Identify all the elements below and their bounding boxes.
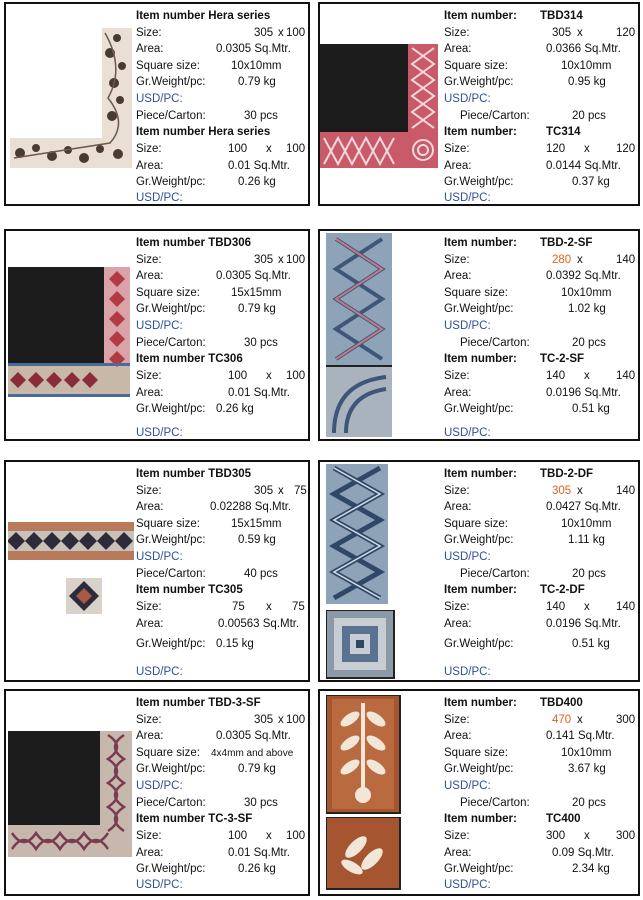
square-size-value: 10x10mm	[561, 747, 612, 759]
item-title: Item number:	[444, 10, 517, 22]
size-label: Size:	[136, 370, 162, 382]
tc400-mosaic-image	[326, 817, 402, 891]
usd-per-pc-label: USD/PC:	[444, 780, 491, 792]
carton-label: Piece/Carton:	[136, 337, 206, 349]
size-label: Size:	[444, 601, 470, 613]
area-label: Area:	[444, 618, 472, 630]
size-width: 305	[254, 714, 274, 726]
weight-value: 0.79 kg	[238, 763, 276, 775]
size-height: 140	[616, 254, 636, 266]
area-value: 0.0144 Sq.Mtr.	[546, 160, 621, 172]
usd-per-pc-label: USD/PC:	[136, 780, 183, 792]
carton-label: Piece/Carton:	[136, 797, 206, 809]
tbd314-mosaic-image	[320, 44, 440, 170]
weight-value: 0.26 kg	[238, 863, 276, 875]
weight-value: 0.26 kg	[216, 403, 254, 415]
usd-per-pc-label: USD/PC:	[444, 666, 491, 678]
size-width: 305	[552, 27, 572, 39]
size-label: Size:	[136, 830, 162, 842]
size-label: Size:	[444, 143, 470, 155]
item-code: TBD-2-SF	[540, 237, 593, 249]
weight-label: Gr.Weight/pc:	[136, 638, 206, 650]
panel-tbd306	[4, 229, 310, 441]
item-code: TC-2-SF	[540, 353, 585, 365]
size-x: x	[577, 254, 583, 266]
tbd305-mosaic-image	[8, 522, 136, 562]
size-label: Size:	[136, 27, 162, 39]
size-height: 120	[616, 143, 636, 155]
size-height: 100	[286, 254, 306, 266]
usd-per-pc-label: USD/PC:	[444, 427, 491, 439]
size-label: Size:	[444, 370, 470, 382]
size-label: Size:	[444, 254, 470, 266]
weight-value: 0.37 kg	[572, 176, 610, 188]
area-label: Area:	[136, 270, 164, 282]
size-label: Size:	[136, 485, 162, 497]
weight-label: Gr.Weight/pc:	[444, 303, 514, 315]
area-label: Area:	[136, 501, 164, 513]
size-label: Size:	[444, 485, 470, 497]
size-x: x	[266, 830, 272, 842]
area-label: Area:	[444, 501, 472, 513]
size-width: 140	[546, 370, 566, 382]
weight-label: Gr.Weight/pc:	[136, 76, 206, 88]
area-value: 0.0305 Sq.Mtr.	[216, 730, 291, 742]
usd-per-pc-label: USD/PC:	[444, 879, 491, 891]
size-x: x	[584, 601, 590, 613]
size-width: 305	[254, 254, 274, 266]
area-label: Area:	[136, 730, 164, 742]
area-value: 0.00563 Sq.Mtr.	[218, 618, 300, 630]
size-width: 75	[232, 601, 245, 613]
size-height: 140	[616, 601, 636, 613]
carton-label: Piece/Carton:	[460, 337, 530, 349]
usd-per-pc-label: USD/PC:	[444, 551, 491, 563]
area-value: 0.01 Sq.Mtr.	[228, 160, 291, 172]
carton-value: 20 pcs	[572, 568, 606, 580]
area-label: Area:	[444, 270, 472, 282]
item-title: Item number TC306	[136, 353, 243, 365]
item-title: Item number:	[444, 237, 517, 249]
area-value: 0.0305 Sq.Mtr.	[216, 270, 291, 282]
item-title: Item number:	[444, 126, 517, 138]
square-size-label: Square size:	[444, 60, 508, 72]
size-height: 100	[286, 143, 306, 155]
weight-value: 0.15 kg	[216, 638, 254, 650]
item-title: Item number TBD306	[136, 237, 252, 249]
item-title: Item number Hera series	[136, 10, 271, 22]
size-width: 100	[228, 143, 248, 155]
item-title: Item number TC-3-SF	[136, 813, 253, 825]
size-height: 75	[294, 485, 307, 497]
square-size-label: Square size:	[136, 518, 200, 530]
size-x: x	[577, 485, 583, 497]
item-code: TC-2-DF	[540, 584, 585, 596]
area-value: 0.0427 Sq.Mtr.	[546, 501, 621, 513]
weight-label: Gr.Weight/pc:	[136, 176, 206, 188]
item-code: TBD-2-DF	[540, 468, 594, 480]
size-height: 100	[286, 370, 306, 382]
area-label: Area:	[136, 160, 164, 172]
item-title: Item number TBD-3-SF	[136, 697, 261, 709]
size-width: 305	[254, 485, 274, 497]
tbd-2-df-mosaic-image	[326, 464, 390, 606]
area-value: 0.0196 Sq.Mtr.	[546, 387, 621, 399]
weight-label: Gr.Weight/pc:	[444, 863, 514, 875]
panel-tbd-2-df	[318, 460, 640, 682]
carton-value: 40 pcs	[244, 568, 278, 580]
size-label: Size:	[444, 714, 470, 726]
tbd-2-sf-mosaic-image	[326, 233, 394, 439]
area-value: 0.01 Sq.Mtr.	[228, 847, 291, 859]
square-size-label: Square size:	[444, 287, 508, 299]
size-width: 280	[552, 254, 572, 266]
carton-label: Piece/Carton:	[460, 110, 530, 122]
square-size-label: Square size:	[444, 747, 508, 759]
size-height: 300	[616, 830, 636, 842]
tc305-mosaic-image	[66, 578, 104, 616]
size-label: Size:	[444, 830, 470, 842]
tc-2-df-mosaic-image	[326, 610, 396, 680]
size-height: 140	[616, 485, 636, 497]
weight-value: 0.51 kg	[572, 638, 610, 650]
area-value: 0.0392 Sq.Mtr.	[546, 270, 621, 282]
area-value: 0.0305 Sq.Mtr.	[216, 43, 291, 55]
weight-value: 0.95 kg	[568, 76, 606, 88]
size-height: 140	[616, 370, 636, 382]
size-width: 100	[228, 370, 248, 382]
size-label: Size:	[136, 254, 162, 266]
size-height: 100	[286, 27, 306, 39]
item-code: TC314	[546, 126, 581, 138]
weight-value: 0.51 kg	[572, 403, 610, 415]
weight-label: Gr.Weight/pc:	[136, 534, 206, 546]
usd-per-pc-label: USD/PC:	[444, 192, 491, 204]
weight-value: 3.67 kg	[568, 763, 606, 775]
size-x: x	[584, 143, 590, 155]
panel-hera-series	[4, 2, 310, 206]
weight-label: Gr.Weight/pc:	[444, 534, 514, 546]
size-label: Size:	[136, 143, 162, 155]
square-size-value: 10x10mm	[231, 60, 282, 72]
usd-per-pc-label: USD/PC:	[444, 93, 491, 105]
size-width: 300	[546, 830, 566, 842]
usd-per-pc-label: USD/PC:	[136, 551, 183, 563]
usd-per-pc-label: USD/PC:	[444, 320, 491, 332]
usd-per-pc-label: USD/PC:	[136, 879, 183, 891]
usd-per-pc-label: USD/PC:	[136, 427, 183, 439]
weight-label: Gr.Weight/pc:	[444, 403, 514, 415]
size-x: x	[266, 143, 272, 155]
carton-label: Piece/Carton:	[460, 797, 530, 809]
item-title: Item number TBD305	[136, 468, 252, 480]
size-x: x	[584, 370, 590, 382]
area-label: Area:	[136, 387, 164, 399]
square-size-value: 4x4mm and above	[211, 748, 294, 759]
square-size-label: Square size:	[136, 287, 200, 299]
weight-value: 0.59 kg	[238, 534, 276, 546]
carton-value: 30 pcs	[244, 797, 278, 809]
size-width: 305	[254, 27, 274, 39]
weight-label: Gr.Weight/pc:	[136, 863, 206, 875]
carton-value: 20 pcs	[572, 110, 606, 122]
carton-label: Piece/Carton:	[136, 568, 206, 580]
weight-value: 2.34 kg	[572, 863, 610, 875]
size-width: 305	[552, 485, 572, 497]
square-size-label: Square size:	[444, 518, 508, 530]
square-size-value: 10x10mm	[561, 518, 612, 530]
size-x: x	[278, 714, 284, 726]
size-x: x	[266, 601, 272, 613]
area-label: Area:	[444, 730, 472, 742]
size-height: 100	[286, 714, 306, 726]
weight-label: Gr.Weight/pc:	[444, 763, 514, 775]
size-height: 100	[286, 830, 306, 842]
size-height: 120	[616, 27, 636, 39]
carton-label: Piece/Carton:	[460, 568, 530, 580]
square-size-label: Square size:	[136, 60, 200, 72]
carton-value: 30 pcs	[244, 110, 278, 122]
carton-value: 20 pcs	[572, 337, 606, 349]
usd-per-pc-label: USD/PC:	[136, 93, 183, 105]
weight-value: 0.79 kg	[238, 303, 276, 315]
carton-label: Piece/Carton:	[136, 110, 206, 122]
size-x: x	[278, 27, 284, 39]
carton-value: 20 pcs	[572, 797, 606, 809]
area-label: Area:	[136, 618, 164, 630]
square-size-value: 15x15mm	[231, 287, 282, 299]
weight-label: Gr.Weight/pc:	[136, 303, 206, 315]
weight-value: 0.26 kg	[238, 176, 276, 188]
square-size-value: 10x10mm	[561, 287, 612, 299]
area-value: 0.09 Sq.Mtr.	[552, 847, 615, 859]
size-x: x	[577, 714, 583, 726]
panel-tbd314	[318, 2, 640, 206]
size-width: 140	[546, 601, 566, 613]
size-width: 100	[228, 830, 248, 842]
size-label: Size:	[136, 601, 162, 613]
item-title: Item number:	[444, 697, 517, 709]
area-label: Area:	[444, 847, 472, 859]
square-size-label: Square size:	[136, 747, 200, 759]
usd-per-pc-label: USD/PC:	[136, 666, 183, 678]
usd-per-pc-label: USD/PC:	[136, 192, 183, 204]
item-title: Item number Hera series	[136, 126, 271, 138]
item-title: Item number:	[444, 813, 517, 825]
weight-label: Gr.Weight/pc:	[444, 638, 514, 650]
item-title: Item number:	[444, 584, 517, 596]
tbd-3-sf-mosaic-image	[8, 731, 134, 859]
size-x: x	[278, 254, 284, 266]
item-code: TBD400	[540, 697, 583, 709]
area-value: 0.141 Sq.Mtr.	[546, 730, 615, 742]
area-label: Area:	[136, 43, 164, 55]
weight-value: 1.11 kg	[568, 534, 605, 546]
area-value: 0.0366 Sq.Mtr.	[546, 43, 621, 55]
size-label: Size:	[136, 714, 162, 726]
hera-series-mosaic-image	[10, 28, 138, 170]
weight-label: Gr.Weight/pc:	[444, 176, 514, 188]
weight-label: Gr.Weight/pc:	[136, 763, 206, 775]
size-width: 120	[546, 143, 566, 155]
weight-label: Gr.Weight/pc:	[136, 403, 206, 415]
tbd306-mosaic-image	[8, 267, 132, 399]
size-width: 470	[552, 714, 572, 726]
weight-value: 1.02 kg	[568, 303, 606, 315]
size-x: x	[584, 830, 590, 842]
item-code: TBD314	[540, 10, 583, 22]
usd-per-pc-label: USD/PC:	[136, 320, 183, 332]
panel-tbd-2-sf	[318, 229, 640, 441]
weight-value: 0.79 kg	[238, 76, 276, 88]
item-code: TC400	[546, 813, 581, 825]
panel-tbd305	[4, 460, 310, 682]
square-size-value: 15x15mm	[231, 518, 282, 530]
weight-label: Gr.Weight/pc:	[444, 76, 514, 88]
size-x: x	[278, 485, 284, 497]
area-label: Area:	[444, 387, 472, 399]
size-height: 75	[292, 601, 305, 613]
item-title: Item number TC305	[136, 584, 243, 596]
size-label: Size:	[444, 27, 470, 39]
size-x: x	[577, 27, 583, 39]
area-value: 0.02288 Sq.Mtr.	[210, 501, 292, 513]
item-title: Item number:	[444, 353, 517, 365]
area-label: Area:	[444, 43, 472, 55]
area-value: 0.0196 Sq.Mtr.	[546, 618, 621, 630]
size-x: x	[266, 370, 272, 382]
tbd400-mosaic-image	[326, 695, 402, 815]
panel-tbd-3-sf	[4, 689, 310, 896]
area-value: 0.01 Sq.Mtr.	[228, 387, 291, 399]
square-size-value: 10x10mm	[561, 60, 612, 72]
area-label: Area:	[444, 160, 472, 172]
item-title: Item number:	[444, 468, 517, 480]
area-label: Area:	[136, 847, 164, 859]
panel-tbd400	[318, 689, 640, 896]
size-height: 300	[616, 714, 636, 726]
carton-value: 30 pcs	[244, 337, 278, 349]
